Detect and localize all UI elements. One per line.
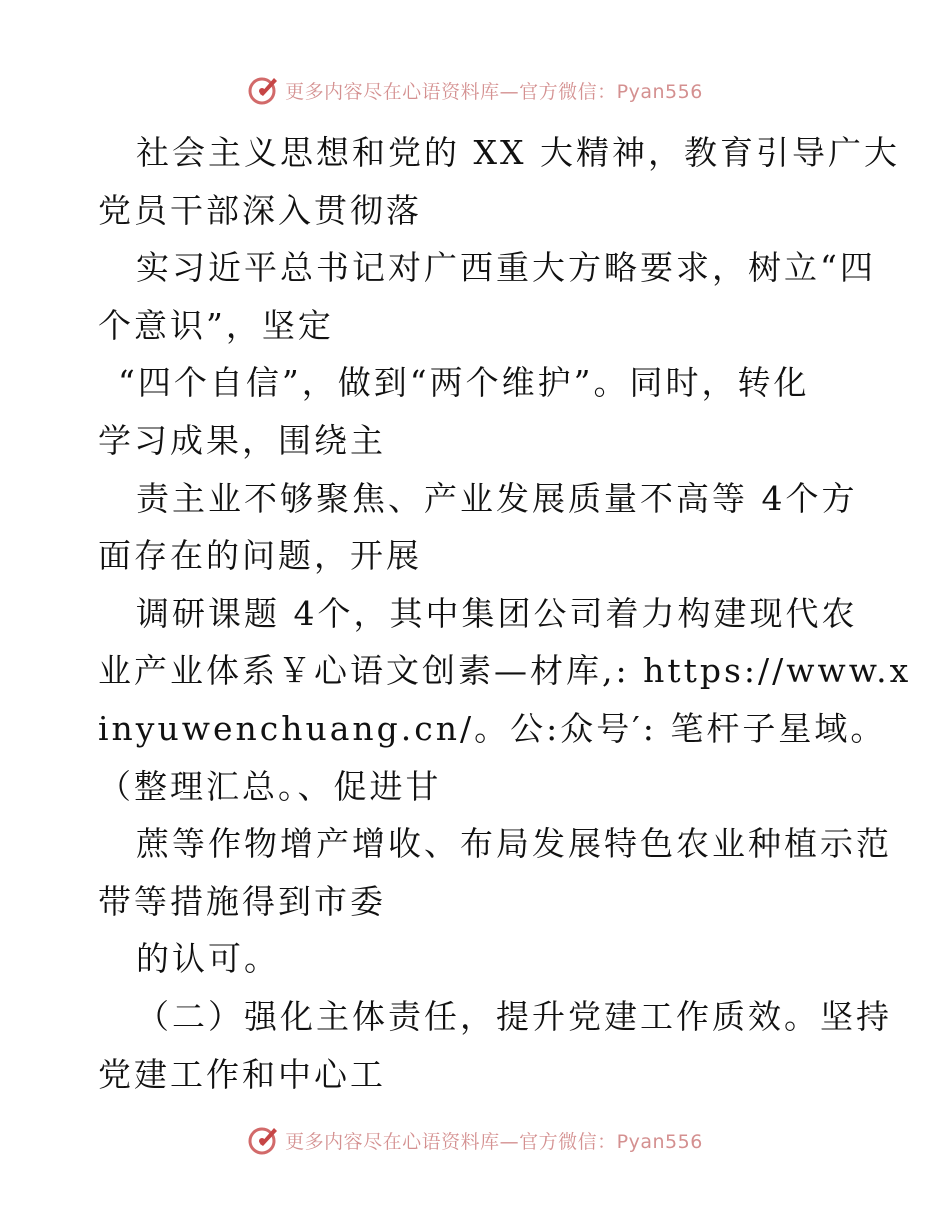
text-line: 面存在的问题，开展 — [98, 536, 422, 576]
text-line: 社会主义思想和党的 XX 大精神，教育引导广大 — [136, 133, 900, 172]
text-line: 党建工作和中心工 — [98, 1054, 386, 1094]
text-line: 责主业不够聚焦、产业发展质量不高等 4个方 — [136, 478, 858, 518]
text-line: 个意识”，坚定 — [98, 305, 334, 345]
text-line: inyuwenchuang.cn/。公:众号′: 笔杆子星域。 — [98, 708, 887, 748]
text-line: 蔗等作物增产增收、布局发展特色农业种植示范 — [136, 824, 892, 864]
text-line: 党员干部深入贯彻落 — [98, 190, 422, 230]
watermark-footer — [0, 1120, 950, 1160]
watermark-header — [0, 70, 950, 110]
text-line: 业产业体系￥心语文创素—材库,: https://www.x — [98, 651, 912, 691]
text-line: （整理汇总。、促进甘 — [98, 766, 442, 806]
watermark-text: 更多内容尽在心语资料库—官方微信：Pyan556 — [285, 1130, 703, 1153]
text-line: “四个自信”，做到“两个维护”。同时，转化 — [118, 363, 810, 403]
pen-nib-circle-icon — [247, 73, 281, 107]
document-body — [98, 124, 912, 1103]
watermark-text: 更多内容尽在心语资料库—官方微信：Pyan556 — [285, 80, 703, 103]
text-line: 带等措施得到市委 — [98, 881, 386, 921]
text-line: 学习成果，围绕主 — [98, 420, 386, 460]
text-line: 调研课题 4个，其中集团公司着力构建现代农 — [136, 593, 858, 633]
text-line: （二）强化主体责任，提升党建工作质效。坚持 — [136, 996, 892, 1036]
text-line: 的认可。 — [136, 939, 280, 979]
pen-nib-circle-icon — [247, 1123, 281, 1157]
text-line: 实习近平总书记对广西重大方略要求，树立“四 — [136, 248, 876, 288]
